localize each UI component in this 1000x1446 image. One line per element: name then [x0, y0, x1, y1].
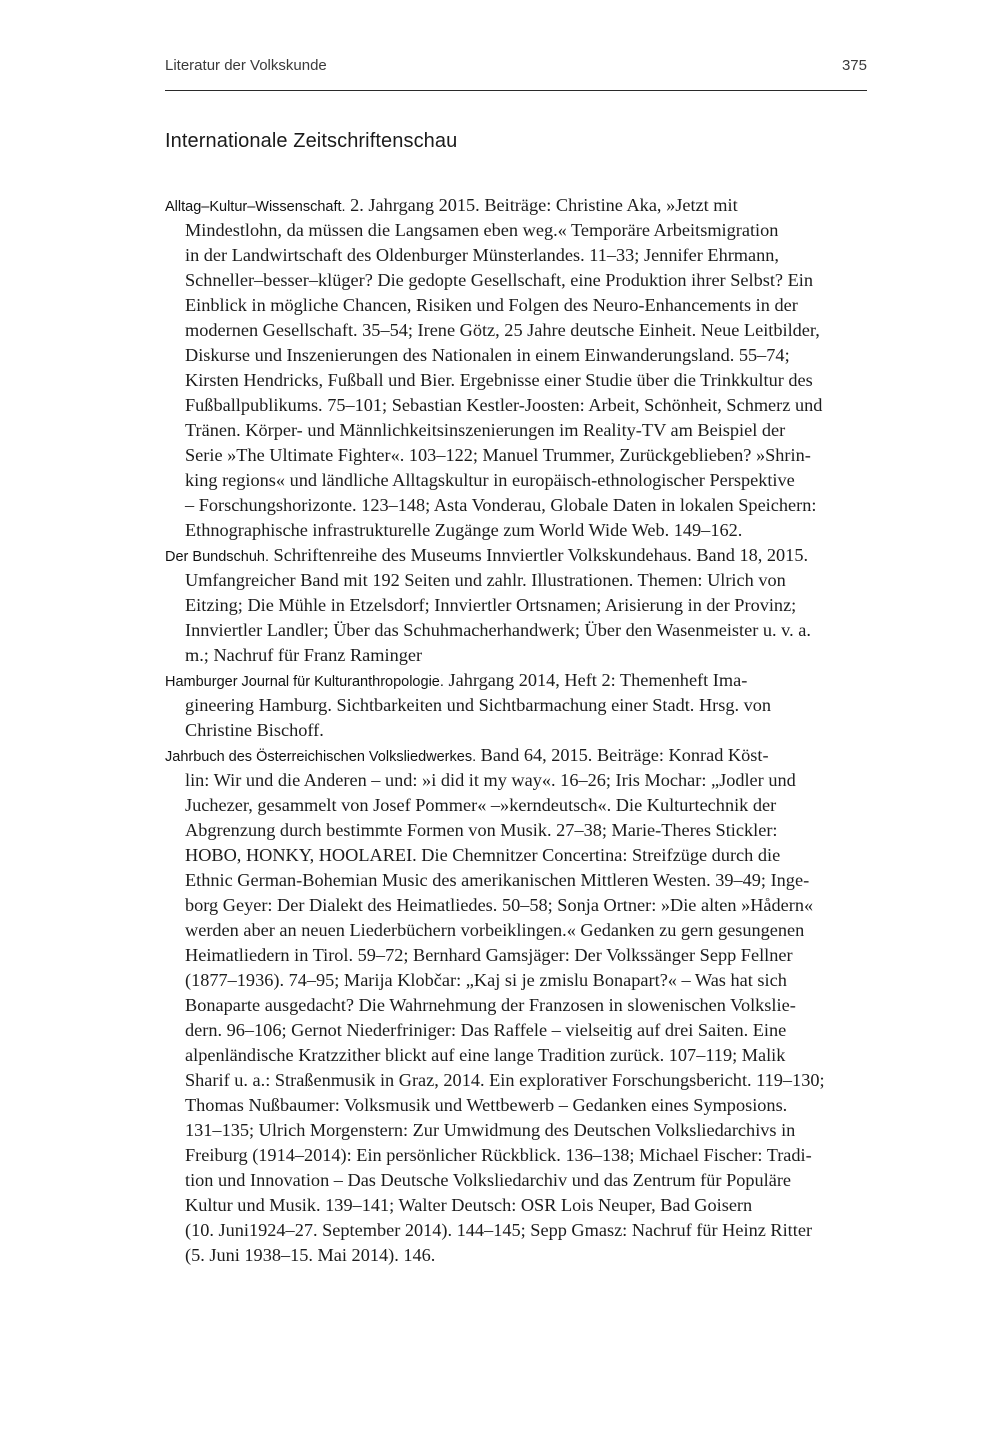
entry-line: lin: Wir und die Anderen – und: »i did it my way«. 16–26; Iris Mochar: „Jodler und — [185, 770, 796, 790]
entry-line: Diskurse und Inszenierungen des Nationalen in einem Einwanderungsland. 55–74; — [185, 345, 790, 365]
entry-line: m.; Nachruf für Franz Raminger — [185, 645, 423, 665]
entry-line: Kirsten Hendricks, Fußball und Bier. Ergebnisse einer Studie über die Trinkkultur des — [185, 370, 813, 390]
journal-entry — [165, 668, 875, 743]
entry-line: Einblick in mögliche Chancen, Risiken und Folgen des Neuro-Enhancements in der — [185, 295, 798, 315]
entry-line: Schneller–besser–klüger? Die gedopte Gesellschaft, eine Produktion ihrer Selbst? Ein — [185, 270, 813, 290]
entry-line: Tränen. Körper- und Männlichkeitsinszenierungen im Reality-TV am Beispiel der — [185, 420, 786, 440]
journal-title: Alltag–Kultur–Wissenschaft. — [165, 199, 346, 215]
entry-line: in der Landwirtschaft des Oldenburger Münsterlandes. 11–33; Jennifer Ehrmann, — [185, 245, 779, 265]
entry-line: Innviertler Landler; Über das Schuhmacherhandwerk; Über den Wasenmeister u. v. a. — [185, 620, 811, 640]
entry-first-line — [165, 668, 875, 693]
entry-line: Mindestlohn, da müssen die Langsamen eben weg.« Temporäre Arbeitsmigration — [185, 220, 779, 240]
page-number: 375 — [841, 57, 867, 74]
entry-line: (5. Juni 1938–15. Mai 2014). 146. — [185, 1245, 436, 1265]
entry-line: HOBO, HONKY, HOOLAREI. Die Chemnitzer Concertina: Streifzüge durch die — [185, 845, 781, 865]
journal-entry — [165, 543, 875, 668]
entry-first-line — [165, 193, 875, 218]
entry-line: dern. 96–106; Gernot Niederfriniger: Das Raffele – vielseitig auf drei Saiten. Eine — [185, 1020, 787, 1040]
entry-text: 2. Jahrgang 2015. Beiträge: Christine Aka, »Jetzt mit — [345, 195, 738, 215]
journal-title: Jahrbuch des Österreichischen Volksliedwerkes. — [165, 749, 477, 765]
entry-line: Kultur und Musik. 139–141; Walter Deutsch: OSR Lois Neuper, Bad Goisern — [185, 1195, 753, 1215]
entry-line: tion und Innovation – Das Deutsche Volksliedarchiv und das Zentrum für Populäre — [185, 1170, 792, 1190]
journal-entries — [165, 193, 875, 1268]
journal-title: Hamburger Journal für Kulturanthropologie. — [165, 674, 444, 690]
journal-entry — [165, 743, 875, 1268]
header-rule — [165, 90, 867, 91]
journal-title: Der Bundschuh. — [165, 549, 269, 565]
entry-text: Schriftenreihe des Museums Innviertler Volkskundehaus. Band 18, 2015. — [268, 545, 809, 565]
entry-text: Band 64, 2015. Beiträge: Konrad Köst- — [476, 745, 769, 765]
entry-first-line — [165, 543, 875, 568]
entry-line: Eitzing; Die Mühle in Etzelsdorf; Innviertler Ortsnamen; Arisierung in der Provinz; — [185, 595, 797, 615]
entry-line: (1877–1936). 74–95; Marija Klobčar: „Kaj si je zmislu Bonapart?« – Was hat sich — [185, 970, 787, 990]
entry-line: modernen Gesellschaft. 35–54; Irene Götz, 25 Jahre deutsche Einheit. Neue Leitbilder, — [185, 320, 820, 340]
entry-first-line — [165, 743, 875, 768]
entry-line: king regions« und ländliche Alltagskultur in europäisch-ethnologischer Perspektive — [185, 470, 795, 490]
entry-line: Abgrenzung durch bestimmte Formen von Musik. 27–38; Marie-Theres Stickler: — [185, 820, 778, 840]
entry-line: – Forschungshorizonte. 123–148; Asta Vonderau, Globale Daten in lokalen Speichern: — [185, 495, 817, 515]
journal-entry — [165, 193, 875, 543]
entry-line: Fußballpublikums. 75–101; Sebastian Kestler-Joosten: Arbeit, Schönheit, Schmerz und — [185, 395, 823, 415]
entry-line: Ethnographische infrastrukturelle Zugänge zum World Wide Web. 149–162. — [185, 520, 743, 540]
entry-line: Ethnic German-Bohemian Music des amerikanischen Mittleren Westen. 39–49; Inge- — [185, 870, 810, 890]
entry-line: Thomas Nußbaumer: Volksmusik und Wettbewerb – Gedanken eines Symposions. — [185, 1095, 788, 1115]
entry-line: Sharif u. a.: Straßenmusik in Graz, 2014. Ein explorativer Forschungsbericht. 119–130; — [185, 1070, 825, 1090]
entry-line: Heimatliedern in Tirol. 59–72; Bernhard Gamsjäger: Der Volkssänger Sepp Fellner — [185, 945, 793, 965]
entry-line: Christine Bischoff. — [185, 720, 324, 740]
entry-line: alpenländische Kratzzither blickt auf eine lange Tradition zurück. 107–119; Malik — [185, 1045, 786, 1065]
running-title: Literatur der Volkskunde — [165, 57, 327, 74]
entry-line: Umfangreicher Band mit 192 Seiten und zahlr. Illustrationen. Themen: Ulrich von — [185, 570, 786, 590]
entry-line: Serie »The Ultimate Fighter«. 103–122; Manuel Trummer, Zurückgeblieben? »Shrin- — [185, 445, 811, 465]
entry-line: werden aber an neuen Liederbüchern vorbeiklingen.« Gedanken zu gern gesungenen — [185, 920, 805, 940]
entry-line: gineering Hamburg. Sichtbarkeiten und Sichtbarmachung einer Stadt. Hrsg. von — [185, 695, 772, 715]
section-title: Internationale Zeitschriftenschau — [165, 130, 458, 152]
entry-line: Freiburg (1914–2014): Ein persönlicher Rückblick. 136–138; Michael Fischer: Tradi- — [185, 1145, 812, 1165]
entry-line: Bonaparte ausgedacht? Die Wahrnehmung der Franzosen in slowenischen Volkslie- — [185, 995, 796, 1015]
entry-line: Juchezer, gesammelt von Josef Pommer« –»kerndeutsch«. Die Kulturtechnik der — [185, 795, 777, 815]
running-head — [165, 57, 867, 79]
entry-line: borg Geyer: Der Dialekt des Heimatliedes. 50–58; Sonja Ortner: »Die alten »Hådern« — [185, 895, 814, 915]
entry-text: Jahrgang 2014, Heft 2: Themenheft Ima- — [443, 670, 748, 690]
entry-line: 131–135; Ulrich Morgenstern: Zur Umwidmung des Deutschen Volksliedarchivs in — [185, 1120, 796, 1140]
entry-line: (10. Juni1924–27. September 2014). 144–145; Sepp Gmasz: Nachruf für Heinz Ritter — [185, 1220, 813, 1240]
